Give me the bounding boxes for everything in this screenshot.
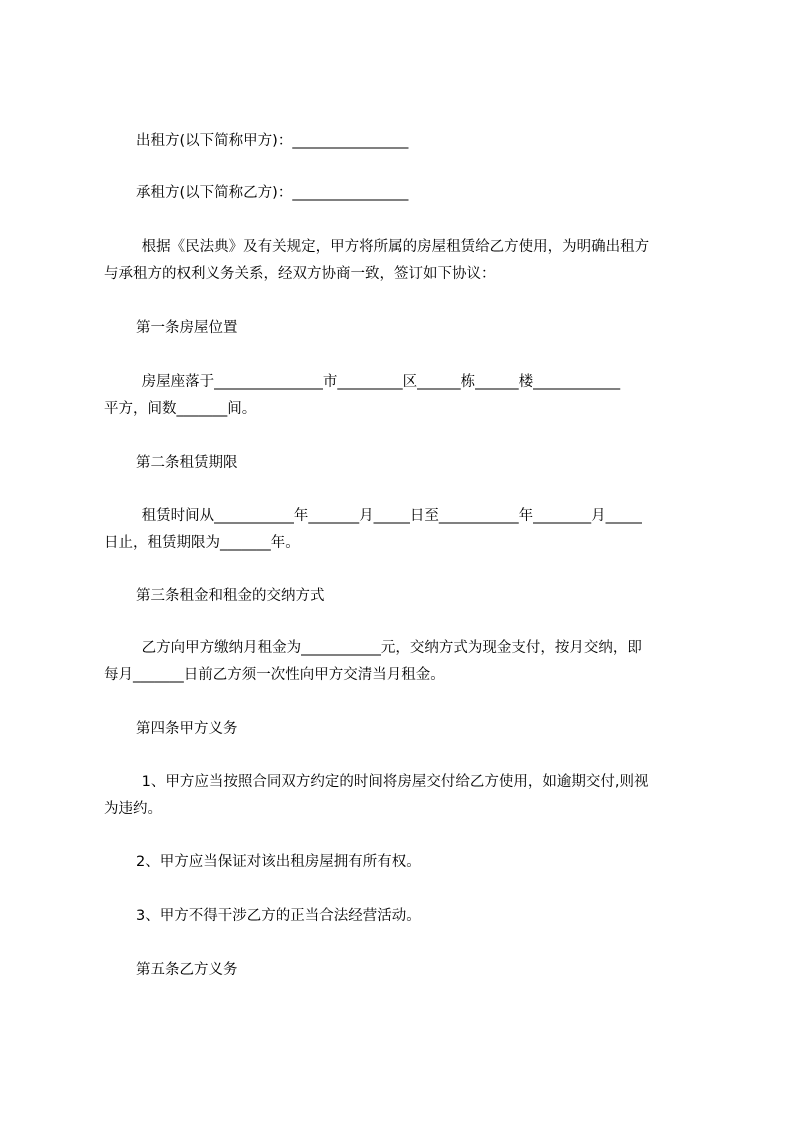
article-2-title: 第二条租赁期限 bbox=[136, 455, 238, 471]
article-1-line-2: 平方，间数_______间。 bbox=[104, 401, 257, 417]
article-3-line-1: 乙方向甲方缴纳月租金为___________元，交纳方式为现金支付，按月交纳，即 bbox=[137, 640, 642, 656]
article-4-item-2: 2、甲方应当保证对该出租房屋拥有所有权。 bbox=[136, 854, 421, 870]
lessee-line: 承租方(以下简称乙方)：________________ bbox=[136, 185, 409, 201]
article-1-title: 第一条房屋位置 bbox=[136, 320, 238, 336]
article-5-title: 第五条乙方义务 bbox=[136, 962, 238, 978]
article-4-item-1-line-2: 为违约。 bbox=[104, 801, 162, 817]
lessor-line: 出租方(以下简称甲方)：________________ bbox=[136, 133, 409, 149]
article-3-title: 第三条租金和租金的交纳方式 bbox=[136, 588, 325, 604]
article-3-line-2: 每月_______日前乙方须一次性向甲方交清当月租金。 bbox=[104, 667, 445, 683]
article-4-item-1-line-1: 1、甲方应当按照合同双方约定的时间将房屋交付给乙方使用，如逾期交付,则视 bbox=[137, 774, 649, 790]
intro-paragraph-line-2: 与承租方的权利义务关系，经双方协商一致，签订如下协议： bbox=[104, 266, 496, 282]
article-4-title: 第四条甲方义务 bbox=[136, 721, 238, 737]
article-2-line-1: 租赁时间从___________年_______月_____日至___________年________月_____ bbox=[137, 508, 642, 524]
intro-paragraph-line-1: 根据《民法典》及有关规定，甲方将所属的房屋租赁给乙方使用，为明确出租方 bbox=[137, 239, 650, 255]
article-2-line-2: 日止，租赁期限为_______年。 bbox=[104, 535, 300, 551]
article-1-line-1: 房屋座落于_______________市_________区______栋______楼____________ bbox=[137, 374, 621, 390]
article-4-item-3: 3、甲方不得干涉乙方的正当合法经营活动。 bbox=[136, 908, 421, 924]
